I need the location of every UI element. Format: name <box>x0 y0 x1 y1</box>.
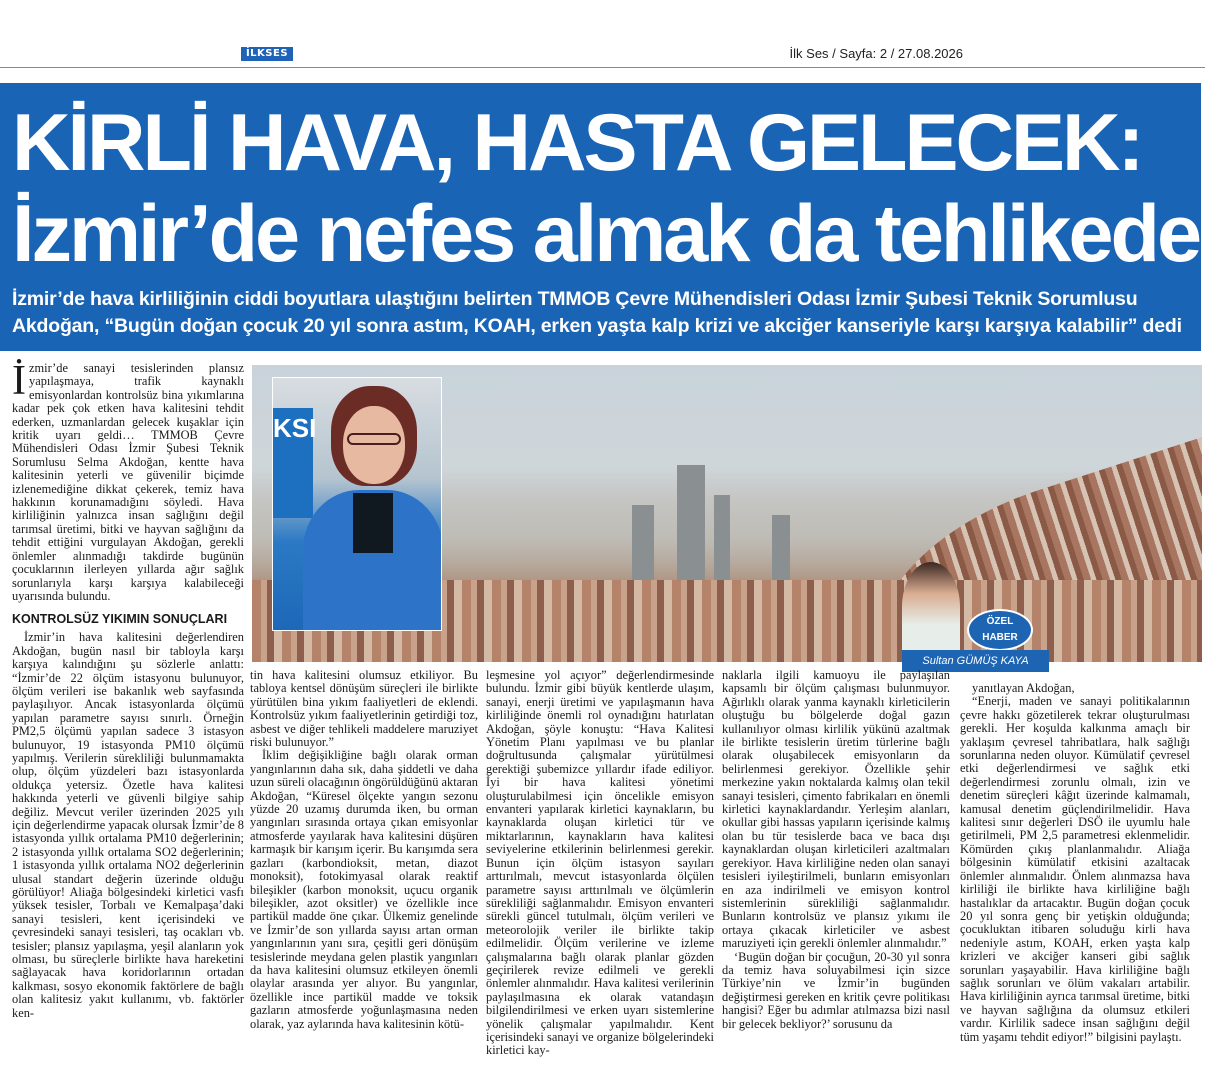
tower-building <box>772 515 790 585</box>
body-paragraph: tin hava kalitesini olumsuz etkiliyor. Bu tabloya kentsel dönüşüm süreçleri ile birlikte yürütülen bina yıkım faaliyetleri de eklendi. Kontrolsüz yıkım faaliyetlerinin getirdiği toz, asbest ve diğer tehlikeli maddelere maruziyet riski bulunuyor.” <box>250 668 478 750</box>
body-paragraph: İklim değişikliğine bağlı olarak orman yangınlarının daha sık, daha şiddetli ve daha uzun süreli olacağının öngörüldüğünü aktaran Akdoğan, “Küresel ölçekte yangın sezonu yüzde 20 uzamış durumda iken, bu orman yangınları sırasında ortaya çıkan emisyonlar atmosferde yayılarak hava kalitesini düşüren karmaşık bir karışım içerir. Bu karışımda sera gazları (karbondioksit, metan, diazot monoksit), fotokimyasal olarak reaktif bileşikler (karbon monoksit, uçucu organik bileşikler, azot oksitler) ve özellikle ince partikül madde öne çıkar. Ülkemiz genelinde ve İzmir’de son yıllarda sayısı artan orman yangınlarının yanı sıra, çeşitli geri dönüşüm tesislerinde meydana gelen plastik yangınları da hava kalitesini olumsuz etkileyen önemli olaylar arasında yer alıyor. Bu yangınlar, özellikle ince partikül madde ve toksik gazların atmosferde yoğunlaşmasına neden olarak, yaz aylarında hava kalitesinin kötü- <box>250 748 478 1031</box>
body-paragraph: “Enerji, maden ve sanayi politikalarının çevre hakkı gözetilerek tekrar oluşturulması gerekli. Her koşulda kalkınma amaçlı bir yaklaşım çevresel tahribatlara, halk sağlığı sorunlarına neden oluyor. Kümülatif çevresel etki değerlendirmesi ve sağlık etki değerlendirmesi zorunlu olmalı, izin ve denetim süreçleri kâğıt üzerinde kalmamalı, kamusal denetim güçlendirilmelidir. Hava kalitesi sınır değerleri DSÖ ile uyumlu hale getirilmeli, PM 2,5 parametresi eklenmelidir. Kömürden çıkış planlanmalıdır. Aliağa bölgesinin kümülatif etkisini azaltacak önlemler alınmalıdır. Önlem alınmazsa hava kirliliği ile birlikte hava kirliliğine bağlı hastalıklar da artacaktır. Bugün doğan çocuk 20 yıl sonra genç bir yetişkin olduğunda; çocukluktan itibaren soluduğu kirli hava nedeniyle astım, KOAH, erken yaşta kalp krizleri ve akciğer kanseri gibi sağlık sorunları yaşayabilir. Hava kirliliğine bağlı sağlık sorunları ve ölüm vakaları artabilir. Hava kirliliğinin ayrıca tarımsal üretime, bitki ve hayvan sağlığına da olumsuz etkileri vardır. Kirlilik sadece insan sağlığını değil tüm yaşamı tehdit ediyor!” bilgisini paylaştı. <box>960 694 1190 1044</box>
article-column-2 <box>250 669 478 1031</box>
body-paragraph: İzmir’in hava kalitesini değerlendiren Akdoğan, bugün nasıl bir tabloyla karşı karşıya kalındığını şu sözlerle anlattı: “İzmir’de 22 ölçüm istasyonu bulunuyor, ölçüm verileri ise bakanlık web sayfasında paylaşılıyor. Ancak istasyonlarda ölçümü yapılan parametre sayısı sınırlı. Örneğin PM2,5 ölçümü yapılan sadece 3 istasyon bulunuyor, 19 istasyonda PM10 ölçümü yapılmış. Verilerin sürekliliği bulunmamakta olup, ölçüm yüzdeleri bazı istasyonlarda oldukça yetersiz. Özetle hava kalitesi hakkında yeterli ve güvenli bilgiye sahip değiliz. Mevcut veriler üzerinden 2025 yılı için değerlendirme yapacak olursak İzmir’de 8 istasyonda yıllık ortalama PM10 değerlerinin; 2 istasyonda yıllık ortalama SO2 değerlerinin; 1 istasyonda yıllık ortalama NO2 değerlerinin ulusal standart değerin üzerinde olduğu görülüyor! Aliağa bölgesindeki kirletici vasfı yüksek tesisler, Torbalı ve Kemalpaşa’daki sanayi tesisleri, kent içerisindeki ve çevresindeki sanayi tesisleri, taş ocakları vb. tesisler; plansız yapılaşma, yeşil alanların yok olması, bu süreçlerle birlikte hava hareketini sağlayacak hava koridorlarının ortadan kalkması, sosyo ekonomik faktörlere de bağlı olan kalitesiz yakıt kullanımı, vb. faktörler ken- <box>12 630 244 1020</box>
dropcap: İ <box>12 358 26 404</box>
body-paragraph: yanıtlayan Akdoğan, <box>972 681 1075 695</box>
headline-line1: KİRLİ HAVA, HASTA GELECEK: <box>12 98 1142 188</box>
article-column-5 <box>960 682 1190 1044</box>
headline-subtitle <box>12 286 1197 340</box>
article-column-1 <box>12 358 244 1020</box>
portrait-shirt <box>353 493 393 553</box>
subtitle-line2: Akdoğan, “Bugün doğan çocuk 20 yıl sonra astım, KOAH, erken yaşta kalp krizi ve akciğer kanseriyle karşı karşıya kalabilir” dedi <box>12 315 1182 337</box>
exclusive-badge <box>967 609 1033 651</box>
article-column-4 <box>722 669 950 1031</box>
newspaper-logo: İLKSES <box>241 47 293 61</box>
header-divider <box>0 67 1205 68</box>
page-header <box>0 0 1205 70</box>
reporter-photo <box>902 562 960 652</box>
badge-line2: HABER <box>982 632 1018 643</box>
body-paragraph: leşmesine yol açıyor” değerlendirmesinde bulundu. İzmir gibi büyük kentlerde ulaşım, sanayi, enerji üretimi ve yapılaşmanın hava kirliliğinde önemli rol oynadığını hatırlatan Akdoğan, şöyle konuştu: “Hava Kalitesi Yönetim Planı yapılması ve bu planlar doğrultusunda çalışmalar yürütülmesi gerektiği şubemizce yıllardır ifade ediliyor. İyi bir hava kalitesi yönetimi oluşturulabilmesi için öncelikle emisyon envanteri yapılarak kirletici kaynakların, bu kaynaklarda oluşan kirletici tür ve miktarlarının, kaynakların hava kalitesi seviyelerine etkilerinin belirlenmesi gerekir. Bunun için ölçüm istasyon sayıları arttırılmalı, mevcut istasyonlarda ölçülen parametre sayısı arttırılmalı ve ölçümlerin sürekliliği sağlanmalıdır. Emisyon envanteri sürekli güncel tutulmalı, ölçüm verileri ve meteorolojik veriler ile birlikte takip edilmelidir. Ölçüm verilerine ve izleme çalışmalarına bağlı olarak planlar gözden geçirilerek revize edilmeli ve gerekli önlemler alınmalıdır. Hava kalitesi verilerinin paylaşılmasına ek olarak vatandaşın bilgilendirilmesi ve erken uyarı sistemlerine yönelik çalışmalar yapılmalıdır. Kent içerisindeki sanayi ve organize bölgelerindeki kirletici kay- <box>486 668 714 1058</box>
interviewee-portrait <box>272 377 442 631</box>
portrait-glasses <box>347 433 401 445</box>
reporter-byline: Sultan GÜMÜŞ KAYA <box>902 650 1049 672</box>
portrait-background-sign: KSI <box>273 408 313 518</box>
tower-building <box>714 495 730 585</box>
article-column-3 <box>486 669 714 1058</box>
badge-line1: ÖZEL <box>986 616 1014 627</box>
intro-paragraph <box>12 358 244 603</box>
tower-building <box>632 505 654 585</box>
subtitle-line1: İzmir’de hava kirliliğinin ciddi boyutlara ulaştığını belirten TMMOB Çevre Mühendisleri Odası İzmir Şubesi Teknik Sorumlusu <box>12 288 1138 310</box>
tower-building <box>677 465 705 585</box>
headline-line2: İzmir’de nefes almak da tehlikede <box>12 189 1200 279</box>
intro-text: zmir’de sanayi tesislerinden plansız yapılaşmaya, trafik kaynaklı emisyonlardan kontrolsüz bina yıkımlarına kadar pek çok etken hava kalitesini tehdit ederken, uzmanlardan gelecek kuşaklar için kritik uyarı geldi… TMMOB Çevre Mühendisleri Odası İzmir Şubesi Teknik Sorumlusu Selma Akdoğan, kentte hava kalitesinin yeterli ve güvenilir biçimde izlenemediğine dikkat çekerek, temiz hava hakkının korunamadığını söyledi. Hava kirliliğinin yalnızca insan sağlığını değil tarımsal üretimi, bitki ve hayvan sağlığını da tehdit ettiğini vurgulayan Akdoğan, gerekli önlemler alınmadığı takdirde bugünün çocuklarının ilerleyen yıllarda ağır sağlık sorunlarıyla karşı karşıya kalabileceği uyarısında bulundu. <box>12 361 244 603</box>
body-paragraph: ‘Bugün doğan bir çocuğun, 20-30 yıl sonra da temiz hava soluyabilmesi için sizce Türkiye’nin ve İzmir’in bugünden değiştirmesi gereken en kritik çevre politikası hangisi? Eğer bu adımlar atılmazsa bizi nasıl bir gelecek bekliyor?’ sorusunu da <box>722 949 950 1031</box>
portrait-face <box>343 406 405 484</box>
body-paragraph: naklarla ilgili kamuoyu ile paylaşılan kapsamlı bir ölçüm çalışması bulunmuyor. Ağırlıklı olarak yanma kaynaklı kirleticilerin oluştuğu bu bölgelerde doğal gazın kullanılıyor olması kirlilik yükünü azaltmak ile birlikte tesislerin üretim türlerine bağlı olarak oluşabilecek emisyonların da belirlenmesi gerekiyor. Özellikle şehir merkezine yakın noktalarda kalmış olan tekil sanayi tesisleri, çimento fabrikaları en önemli kirletici kaynaklardandır. Yerleşim alanları, okullar gibi hassas yapıların içerisinde kalmış olan bu tür tesislerde baca ve baca dışı kaynaklardan oluşan kirleticileri azaltmaları gerekiyor. Hava kirliliğine neden olan sanayi tesisleri iyileştirilmeli, bunların emisyonları en aza indirilmeli ve emisyon kontrol sistemlerinin sürekliliği sağlanmalıdır. Bunların kontrolsüz ve plansız yıkımı ile ortaya çıkacak kirleticiler ve asbest maruziyeti için gerekli önlemler alınmalıdır.” <box>722 668 950 951</box>
section-subhead: KONTROLSÜZ YIKIMIN SONUÇLARI <box>12 612 228 627</box>
page-info: İlk Ses / Sayfa: 2 / 27.08.2026 <box>789 46 963 61</box>
